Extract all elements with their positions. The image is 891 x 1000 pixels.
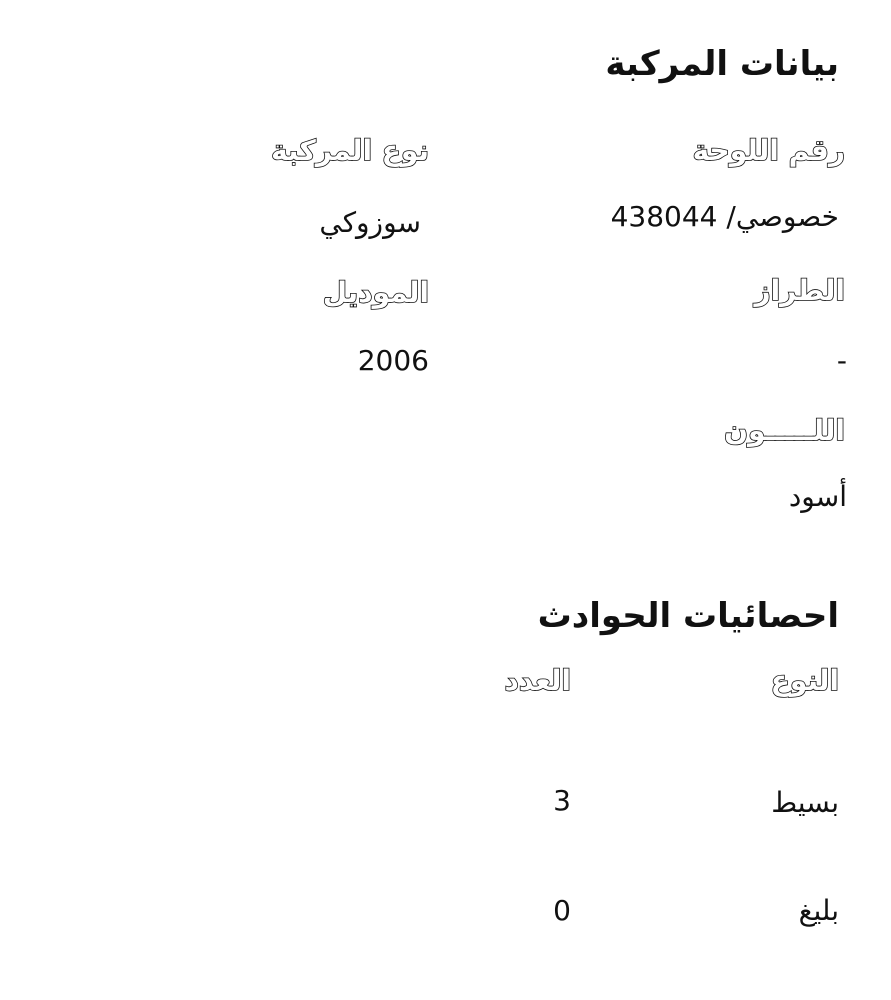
plate-number-label: رقم اللوحة <box>692 134 845 167</box>
accident-type-cell: بليغ <box>798 894 839 927</box>
vehicle-type-label: نوع المركبة <box>271 134 429 167</box>
vehicle-type-value: سوزوكي <box>319 206 421 239</box>
model-label: الموديل <box>322 276 429 309</box>
vehicle-section-title: بيانات المركبة <box>605 44 839 84</box>
model-value: 2006 <box>357 344 429 377</box>
accident-type-cell: بسيط <box>771 786 839 819</box>
accident-count-cell: 0 <box>553 894 571 927</box>
make-value: - <box>836 344 847 377</box>
accident-count-cell: 3 <box>553 784 571 817</box>
color-label: اللـــــون <box>724 414 845 447</box>
accident-type-header: النوع <box>770 664 839 697</box>
accident-count-header: العدد <box>504 664 571 697</box>
color-value: أسود <box>788 480 847 513</box>
accidents-section-title: احصائيات الحوادث <box>537 596 839 636</box>
plate-number-value: خصوصي/ 438044 <box>610 200 839 233</box>
make-label: الطراز <box>754 274 845 307</box>
